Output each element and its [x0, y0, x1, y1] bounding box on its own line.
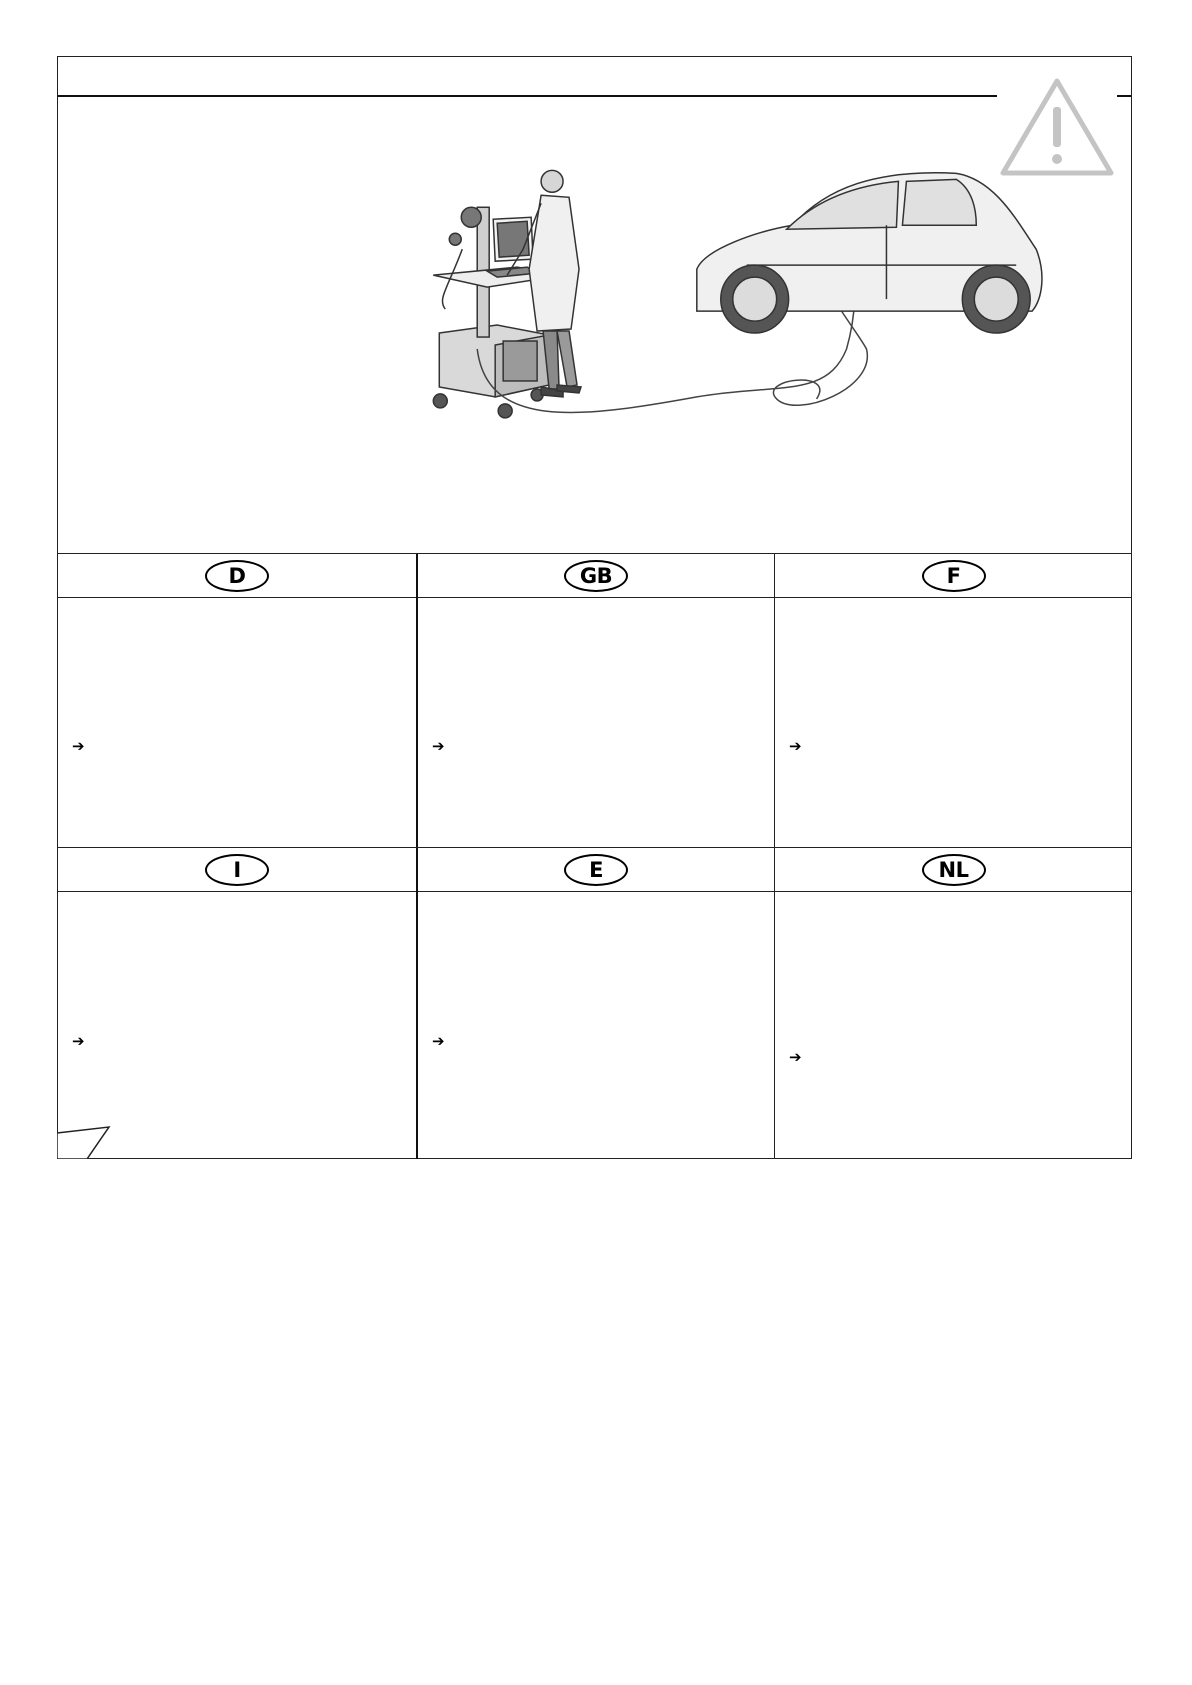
- lang-cell-gb: [416, 554, 774, 847]
- language-row-1: [58, 553, 1131, 847]
- lang-cell-i: [58, 848, 416, 1159]
- arrow-icon: ➔: [789, 1048, 802, 1066]
- lang-badge-e: E: [564, 854, 628, 886]
- lang-badge-f: F: [922, 560, 986, 592]
- arrow-icon: ➔: [432, 1032, 445, 1050]
- lang-badge-nl: NL: [922, 854, 986, 886]
- arrow-icon: ➔: [789, 737, 802, 755]
- language-row-2: [58, 847, 1131, 1159]
- lang-badge-gb: GB: [564, 560, 628, 592]
- lang-cell-d: [58, 554, 416, 847]
- arrow-icon: ➔: [432, 737, 445, 755]
- lang-cell-f: [774, 554, 1132, 847]
- lang-cell-nl: [774, 848, 1132, 1159]
- lang-badge-i: I: [205, 854, 269, 886]
- car: [697, 173, 1042, 333]
- header-band: [58, 57, 1131, 97]
- lang-cell-e: [416, 848, 774, 1159]
- arrow-icon: ➔: [72, 737, 85, 755]
- lang-badge-d: D: [205, 560, 269, 592]
- technician-car-illustration: [58, 99, 1131, 611]
- page-curl-icon: [57, 1125, 117, 1159]
- document-frame: [57, 56, 1132, 1159]
- arrow-icon: ➔: [72, 1032, 85, 1050]
